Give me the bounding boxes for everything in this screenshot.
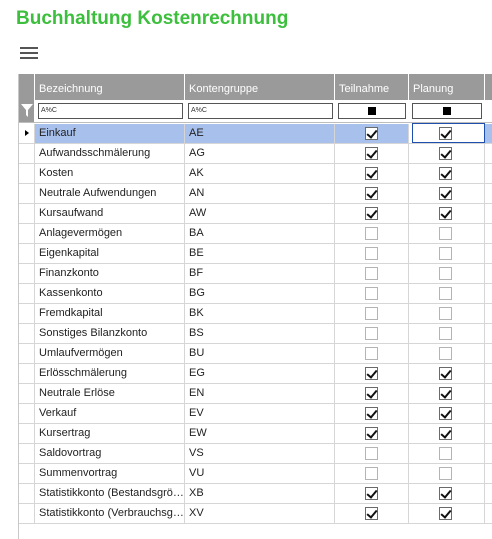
cell-bezeichnung[interactable]: Saldovortrag bbox=[35, 444, 185, 463]
cell-kontengruppe[interactable]: BF bbox=[185, 264, 335, 283]
planung-checkbox[interactable] bbox=[439, 407, 452, 420]
cell-kontengruppe[interactable]: BS bbox=[185, 324, 335, 343]
table-row[interactable] bbox=[19, 224, 492, 244]
table-row[interactable] bbox=[19, 204, 492, 224]
column-header-bezeichnung[interactable]: Bezeichnung bbox=[35, 74, 185, 100]
cell-planung bbox=[409, 324, 485, 343]
cell-teilnahme bbox=[335, 324, 409, 343]
cell-teilnahme bbox=[335, 464, 409, 483]
cell-teilnahme bbox=[335, 124, 409, 143]
planung-checkbox[interactable] bbox=[439, 387, 452, 400]
filter-bezeichnung-input[interactable]: A%C bbox=[38, 103, 183, 119]
cell-teilnahme bbox=[335, 184, 409, 203]
planung-checkbox[interactable] bbox=[439, 287, 452, 300]
cell-teilnahme bbox=[335, 444, 409, 463]
teilnahme-checkbox[interactable] bbox=[365, 327, 378, 340]
teilnahme-checkbox[interactable] bbox=[365, 127, 378, 140]
row-header-corner bbox=[19, 74, 35, 100]
row-header[interactable] bbox=[19, 124, 35, 143]
planung-checkbox[interactable] bbox=[439, 147, 452, 160]
table-row[interactable] bbox=[19, 124, 492, 144]
teilnahme-checkbox[interactable] bbox=[365, 487, 378, 500]
cell-teilnahme bbox=[335, 384, 409, 403]
cell-kontengruppe[interactable]: VS bbox=[185, 444, 335, 463]
cell-teilnahme bbox=[335, 344, 409, 363]
table-row[interactable] bbox=[19, 304, 492, 324]
cell-kontengruppe[interactable]: BG bbox=[185, 284, 335, 303]
cell-bezeichnung[interactable]: Sonstiges Bilanzkonto bbox=[35, 324, 185, 343]
row-header[interactable] bbox=[19, 184, 35, 203]
cell-teilnahme bbox=[335, 164, 409, 183]
column-header-planung[interactable]: Planung bbox=[409, 74, 485, 100]
filter-kontengruppe-input[interactable]: A%C bbox=[188, 103, 333, 119]
planung-checkbox[interactable] bbox=[439, 347, 452, 360]
row-header[interactable] bbox=[19, 204, 35, 223]
teilnahme-checkbox[interactable] bbox=[365, 247, 378, 260]
cell-bezeichnung[interactable]: Umlaufvermögen bbox=[35, 344, 185, 363]
column-header-teilnahme[interactable]: Teilnahme bbox=[335, 74, 409, 100]
table-row[interactable] bbox=[19, 324, 492, 344]
table-row[interactable] bbox=[19, 484, 492, 504]
cell-bezeichnung[interactable]: Erlösschmälerung bbox=[35, 364, 185, 383]
cell-kontengruppe[interactable]: BK bbox=[185, 304, 335, 323]
cell-bezeichnung[interactable]: Verkauf bbox=[35, 404, 185, 423]
teilnahme-checkbox[interactable] bbox=[365, 447, 378, 460]
cell-teilnahme bbox=[335, 404, 409, 423]
row-header[interactable] bbox=[19, 364, 35, 383]
cell-bezeichnung[interactable]: Neutrale Erlöse bbox=[35, 384, 185, 403]
row-header[interactable] bbox=[19, 504, 35, 523]
cell-kontengruppe[interactable]: EW bbox=[185, 424, 335, 443]
filter-planung-checkbox[interactable] bbox=[412, 103, 482, 119]
table-row[interactable] bbox=[19, 404, 492, 424]
cell-planung bbox=[409, 244, 485, 263]
teilnahme-checkbox[interactable] bbox=[365, 227, 378, 240]
cell-kontengruppe[interactable]: AK bbox=[185, 164, 335, 183]
planung-checkbox[interactable] bbox=[439, 367, 452, 380]
cell-bezeichnung[interactable]: Statistikkonto (Verbrauchsg… bbox=[35, 504, 185, 523]
cell-kontengruppe[interactable]: AW bbox=[185, 204, 335, 223]
table-row[interactable] bbox=[19, 384, 492, 404]
table-row[interactable] bbox=[19, 364, 492, 384]
focused-cell-outline bbox=[412, 123, 485, 143]
cell-teilnahme bbox=[335, 224, 409, 243]
cell-bezeichnung[interactable]: Kursertrag bbox=[35, 424, 185, 443]
cell-planung bbox=[409, 224, 485, 243]
teilnahme-checkbox[interactable] bbox=[365, 407, 378, 420]
table-row[interactable] bbox=[19, 264, 492, 284]
teilnahme-checkbox[interactable] bbox=[365, 287, 378, 300]
row-header[interactable] bbox=[19, 324, 35, 343]
cell-teilnahme bbox=[335, 244, 409, 263]
cell-planung bbox=[409, 164, 485, 183]
cell-kontengruppe[interactable]: AN bbox=[185, 184, 335, 203]
teilnahme-checkbox[interactable] bbox=[365, 347, 378, 360]
teilnahme-checkbox[interactable] bbox=[365, 387, 378, 400]
table-row[interactable] bbox=[19, 504, 492, 524]
cell-planung bbox=[409, 304, 485, 323]
cell-teilnahme bbox=[335, 504, 409, 523]
teilnahme-checkbox[interactable] bbox=[365, 267, 378, 280]
cell-planung bbox=[409, 464, 485, 483]
current-row-arrow-icon bbox=[25, 130, 29, 136]
row-header[interactable] bbox=[19, 404, 35, 423]
planung-checkbox[interactable] bbox=[439, 247, 452, 260]
teilnahme-checkbox[interactable] bbox=[365, 167, 378, 180]
cell-kontengruppe[interactable]: EN bbox=[185, 384, 335, 403]
cell-teilnahme bbox=[335, 144, 409, 163]
cell-teilnahme bbox=[335, 204, 409, 223]
planung-checkbox[interactable] bbox=[439, 467, 452, 480]
filter-teilnahme-checkbox[interactable] bbox=[338, 103, 406, 119]
column-header-kontengruppe[interactable]: Kontengruppe bbox=[185, 74, 335, 100]
teilnahme-checkbox[interactable] bbox=[365, 507, 378, 520]
cell-kontengruppe[interactable]: EV bbox=[185, 404, 335, 423]
row-header[interactable] bbox=[19, 284, 35, 303]
cell-planung bbox=[409, 424, 485, 443]
teilnahme-checkbox[interactable] bbox=[365, 427, 378, 440]
table-row[interactable] bbox=[19, 284, 492, 304]
row-header[interactable] bbox=[19, 344, 35, 363]
cell-planung bbox=[409, 264, 485, 283]
teilnahme-checkbox[interactable] bbox=[365, 467, 378, 480]
cell-planung bbox=[409, 364, 485, 383]
cell-kontengruppe[interactable]: EG bbox=[185, 364, 335, 383]
cell-bezeichnung[interactable]: Neutrale Aufwendungen bbox=[35, 184, 185, 203]
cell-bezeichnung[interactable]: Eigenkapital bbox=[35, 244, 185, 263]
cell-bezeichnung[interactable]: Kosten bbox=[35, 164, 185, 183]
cell-kontengruppe[interactable]: XV bbox=[185, 504, 335, 523]
hamburger-menu-icon[interactable] bbox=[20, 44, 38, 62]
filter-row bbox=[19, 100, 492, 123]
cell-bezeichnung[interactable]: Einkauf bbox=[35, 124, 185, 143]
cell-kontengruppe[interactable]: BU bbox=[185, 344, 335, 363]
cell-planung bbox=[409, 384, 485, 403]
planung-checkbox[interactable] bbox=[439, 327, 452, 340]
planung-checkbox[interactable] bbox=[439, 487, 452, 500]
row-header[interactable] bbox=[19, 164, 35, 183]
cell-bezeichnung[interactable]: Statistikkonto (Bestandsgrö… bbox=[35, 484, 185, 503]
cell-planung bbox=[409, 204, 485, 223]
table-row[interactable] bbox=[19, 344, 492, 364]
cell-planung bbox=[409, 144, 485, 163]
cell-planung bbox=[409, 184, 485, 203]
planung-checkbox[interactable] bbox=[439, 307, 452, 320]
cell-bezeichnung[interactable]: Kassenkonto bbox=[35, 284, 185, 303]
cell-bezeichnung[interactable]: Aufwandsschmälerung bbox=[35, 144, 185, 163]
cell-bezeichnung[interactable]: Finanzkonto bbox=[35, 264, 185, 283]
cell-kontengruppe[interactable]: BA bbox=[185, 224, 335, 243]
cell-teilnahme bbox=[335, 284, 409, 303]
cell-planung bbox=[409, 344, 485, 363]
cell-planung bbox=[409, 284, 485, 303]
table-row[interactable] bbox=[19, 164, 492, 184]
page-title: Buchhaltung Kostenrechnung bbox=[16, 8, 289, 29]
planung-checkbox[interactable] bbox=[439, 447, 452, 460]
row-header[interactable] bbox=[19, 384, 35, 403]
teilnahme-checkbox[interactable] bbox=[365, 367, 378, 380]
table-row[interactable] bbox=[19, 464, 492, 484]
cell-teilnahme bbox=[335, 264, 409, 283]
cell-kontengruppe[interactable]: AG bbox=[185, 144, 335, 163]
filter-funnel-icon[interactable] bbox=[19, 100, 35, 122]
row-header[interactable] bbox=[19, 144, 35, 163]
row-header[interactable] bbox=[19, 224, 35, 243]
teilnahme-checkbox[interactable] bbox=[365, 207, 378, 220]
cell-bezeichnung[interactable]: Fremdkapital bbox=[35, 304, 185, 323]
planung-checkbox[interactable] bbox=[439, 267, 452, 280]
cell-planung bbox=[409, 404, 485, 423]
table-row[interactable] bbox=[19, 244, 492, 264]
cell-planung bbox=[409, 444, 485, 463]
planung-checkbox[interactable] bbox=[439, 207, 452, 220]
planung-checkbox[interactable] bbox=[439, 167, 452, 180]
cell-bezeichnung[interactable]: Kursaufwand bbox=[35, 204, 185, 223]
row-header[interactable] bbox=[19, 444, 35, 463]
row-header[interactable] bbox=[19, 244, 35, 263]
table-row[interactable] bbox=[19, 184, 492, 204]
cell-planung bbox=[409, 504, 485, 523]
cell-kontengruppe[interactable]: AE bbox=[185, 124, 335, 143]
grid-header bbox=[19, 74, 492, 100]
cell-kontengruppe[interactable]: BE bbox=[185, 244, 335, 263]
row-header[interactable] bbox=[19, 464, 35, 483]
cell-kontengruppe[interactable]: XB bbox=[185, 484, 335, 503]
table-row[interactable] bbox=[19, 444, 492, 464]
row-header[interactable] bbox=[19, 304, 35, 323]
cell-teilnahme bbox=[335, 364, 409, 383]
row-header[interactable] bbox=[19, 424, 35, 443]
teilnahme-checkbox[interactable] bbox=[365, 187, 378, 200]
teilnahme-checkbox[interactable] bbox=[365, 147, 378, 160]
table-row[interactable] bbox=[19, 424, 492, 444]
teilnahme-checkbox[interactable] bbox=[365, 307, 378, 320]
cell-bezeichnung[interactable]: Summenvortrag bbox=[35, 464, 185, 483]
cell-planung bbox=[409, 484, 485, 503]
row-header[interactable] bbox=[19, 264, 35, 283]
row-header[interactable] bbox=[19, 484, 35, 503]
planung-checkbox[interactable] bbox=[439, 187, 452, 200]
cell-teilnahme bbox=[335, 484, 409, 503]
planung-checkbox[interactable] bbox=[439, 427, 452, 440]
cell-teilnahme bbox=[335, 304, 409, 323]
cell-bezeichnung[interactable]: Anlagevermögen bbox=[35, 224, 185, 243]
planung-checkbox[interactable] bbox=[439, 227, 452, 240]
accounts-grid bbox=[18, 74, 492, 539]
planung-checkbox[interactable] bbox=[439, 507, 452, 520]
cell-teilnahme bbox=[335, 424, 409, 443]
table-row[interactable] bbox=[19, 144, 492, 164]
cell-kontengruppe[interactable]: VU bbox=[185, 464, 335, 483]
